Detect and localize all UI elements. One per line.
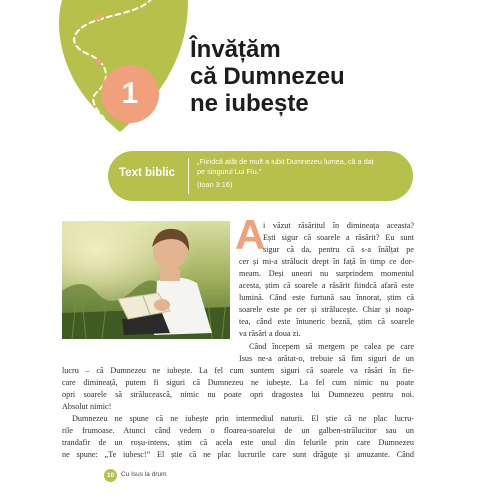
page-number: 10 <box>104 469 117 482</box>
body-line: rile frumoase. Atunci când vedem o floarea-soarelui de un galben-strălucitor sau un <box>62 426 414 435</box>
boy-reading-book-photo <box>62 221 230 339</box>
body-line: Dumnezeu ne spune că ne iubește prin intermediul naturii. El știe că ne plac lucru- <box>72 414 414 423</box>
drop-cap: A <box>235 211 266 258</box>
chapter-title-line: că Dumnezeu <box>190 63 345 90</box>
body-line: meam. Deși uneori nu surprindem momentul <box>239 269 414 278</box>
chapter-number-badge: 1 <box>101 65 159 123</box>
bible-quote <box>197 157 402 191</box>
banner-divider <box>188 158 189 194</box>
body-line: tea, când este întuneric beznă, știm că soarele <box>239 317 414 326</box>
body-line: soarele este pe cer și strălucește. Chiar și noap- <box>239 305 414 314</box>
chapter-title-line: ne iubește <box>190 90 309 117</box>
body-line: trandafir de un roșu-intens, știm că acela este unul din felurile prin care Dumnezeu <box>62 438 414 447</box>
body-line: cer și mi-a strălucit drept în față în timp ce dor- <box>239 257 414 266</box>
body-line: Absolut nimic! <box>62 402 112 411</box>
bible-reference: (Ioan 3:16) <box>197 180 233 190</box>
body-line: va răsări a doua zi. <box>239 329 301 338</box>
body-line: Isus ne-a arătat-o, trebuie să fim siguri de un <box>239 354 414 363</box>
bible-text-label: Text biblic <box>119 167 176 179</box>
body-line: Ești sigur că soarele a răsărit? Eu sunt <box>263 233 414 242</box>
leaf-decoration <box>0 0 200 160</box>
body-line: i văzut răsăritul în dimineața aceasta? <box>263 221 414 230</box>
body-line: lucru – că Dumnezeu ne iubește. La fel cum suntem siguri că soarele va răsări în fie- <box>62 366 414 375</box>
body-line: lumină. Când este furtună sau înnorat, știm că <box>239 293 414 302</box>
body-line: care dimineață, putem fi siguri că Dumnezeu ne iubește. La fel cum nimic nu poate <box>62 378 414 387</box>
body-line: sigur că da, pentru că s-a înălțat pe <box>263 245 414 254</box>
chapter-title <box>190 36 400 117</box>
body-line: ne spune: „Te iubesc!” El știe că ne plac lucrurile care sunt drăguțe și amuzante. Când <box>62 450 414 459</box>
body-line: opri soarele să strălucească, nimic nu poate opri dragostea lui Dumnezeu pentru noi. <box>62 390 414 399</box>
bible-quote-line: „Fiindcă atât de mult a iubit Dumnezeu lumea, că a dat <box>197 157 374 166</box>
book-title-footer: Cu Isus la drum <box>121 471 167 478</box>
body-line: Când începem să mergem pe calea pe care <box>249 342 414 351</box>
chapter-title-line: Învățăm <box>190 36 281 63</box>
body-line: acesta, știm că soarele a răsărit fiindcă afară este <box>239 281 414 290</box>
bible-quote-line: pe singurul Lui Fiu.” <box>197 167 262 177</box>
